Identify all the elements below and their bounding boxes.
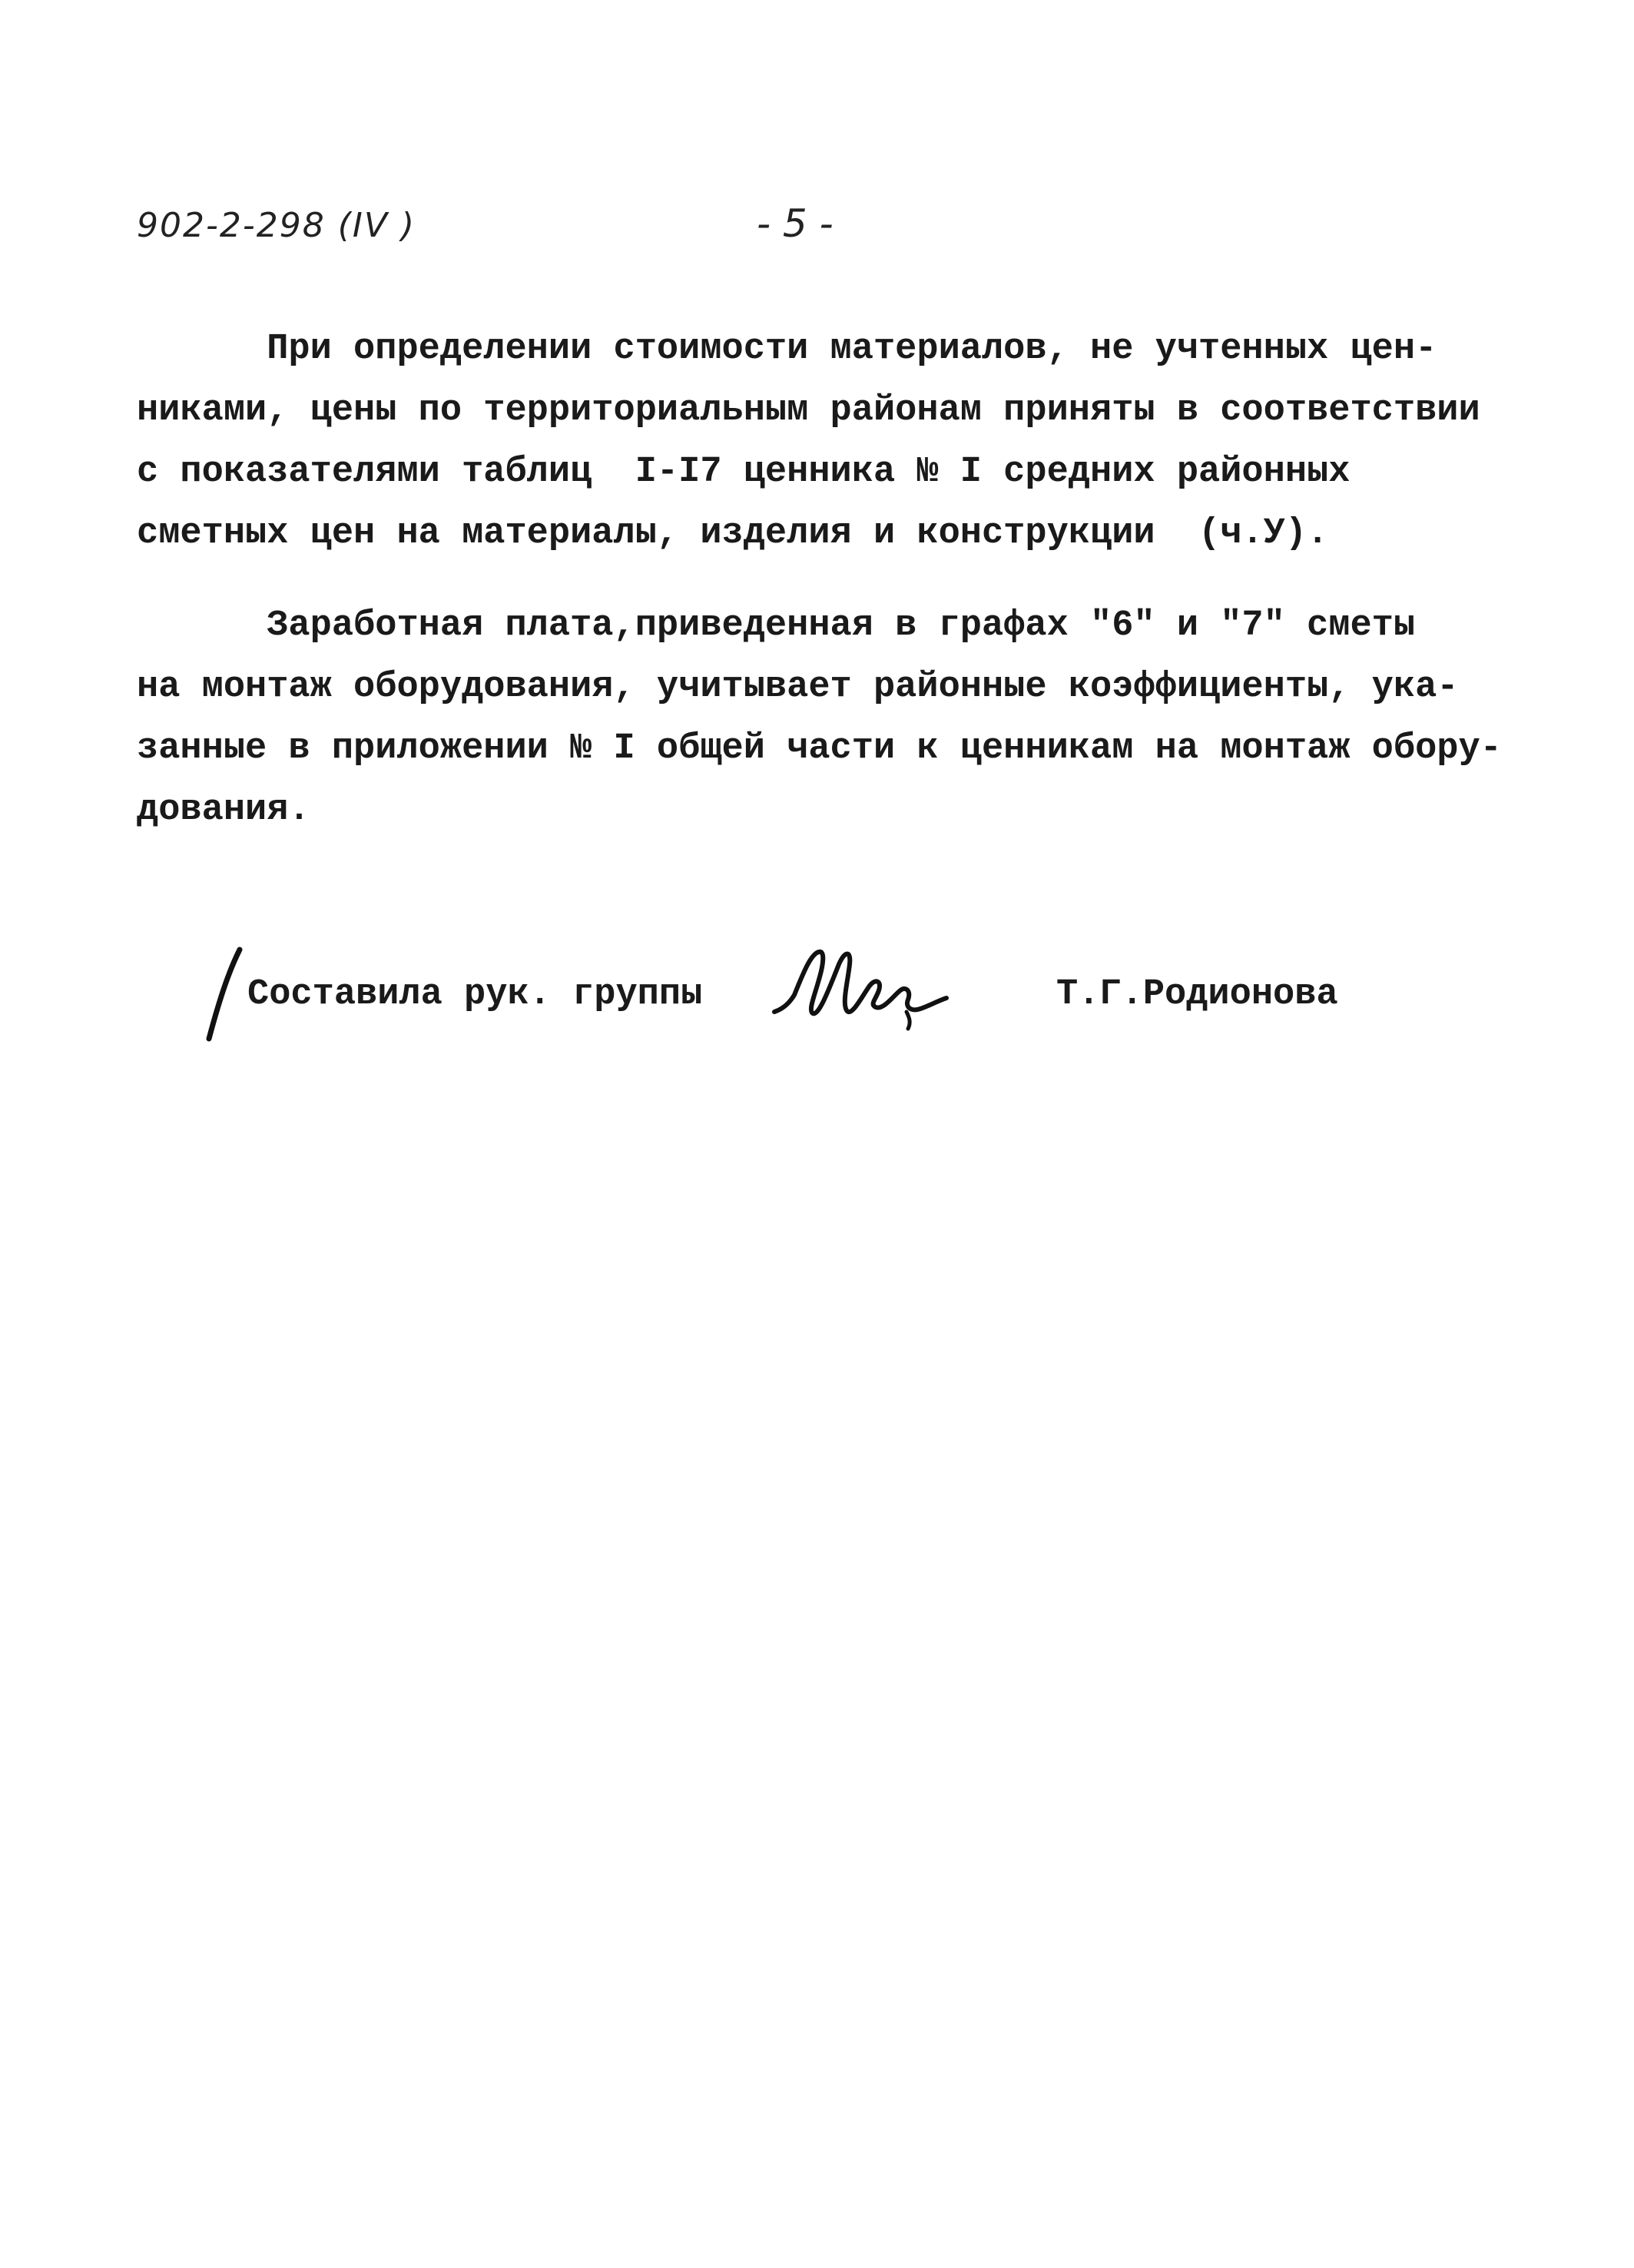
signatory-name: Т.Г.Родионова (1056, 974, 1338, 1015)
signature-block (200, 945, 1583, 1053)
signature-label: Составила рук. группы (247, 974, 703, 1015)
paragraph-wages (137, 595, 1527, 841)
document-body (137, 319, 1527, 841)
text-line: дования. (137, 790, 310, 831)
text-line: занные в приложении № I общей части к ценникам на монтаж обору- (137, 728, 1502, 769)
paragraph-spacer (137, 565, 1527, 595)
text-line: никами, цены по территориальным районам приняты в соответствии (137, 390, 1480, 431)
text-line: с показателями таблиц I-I7 ценника № I средних районных (137, 452, 1351, 492)
text-line: Заработная плата,приведенная в графах "6" и "7" сметы (137, 605, 1416, 646)
paragraph-materials-cost (137, 319, 1527, 565)
handwritten-signature (768, 941, 953, 1033)
text-line: сметных цен на материалы, изделия и конструкции (ч.У). (137, 513, 1329, 554)
text-line: При определении стоимости материалов, не учтенных цен- (137, 329, 1437, 370)
document-code: 902-2-298 (IV ) (137, 206, 416, 245)
handwritten-slash-mark (200, 945, 246, 1045)
page-number: - 5 - (757, 201, 834, 246)
text-line: на монтаж оборудования, учитывает районные коэффициенты, ука- (137, 667, 1459, 708)
